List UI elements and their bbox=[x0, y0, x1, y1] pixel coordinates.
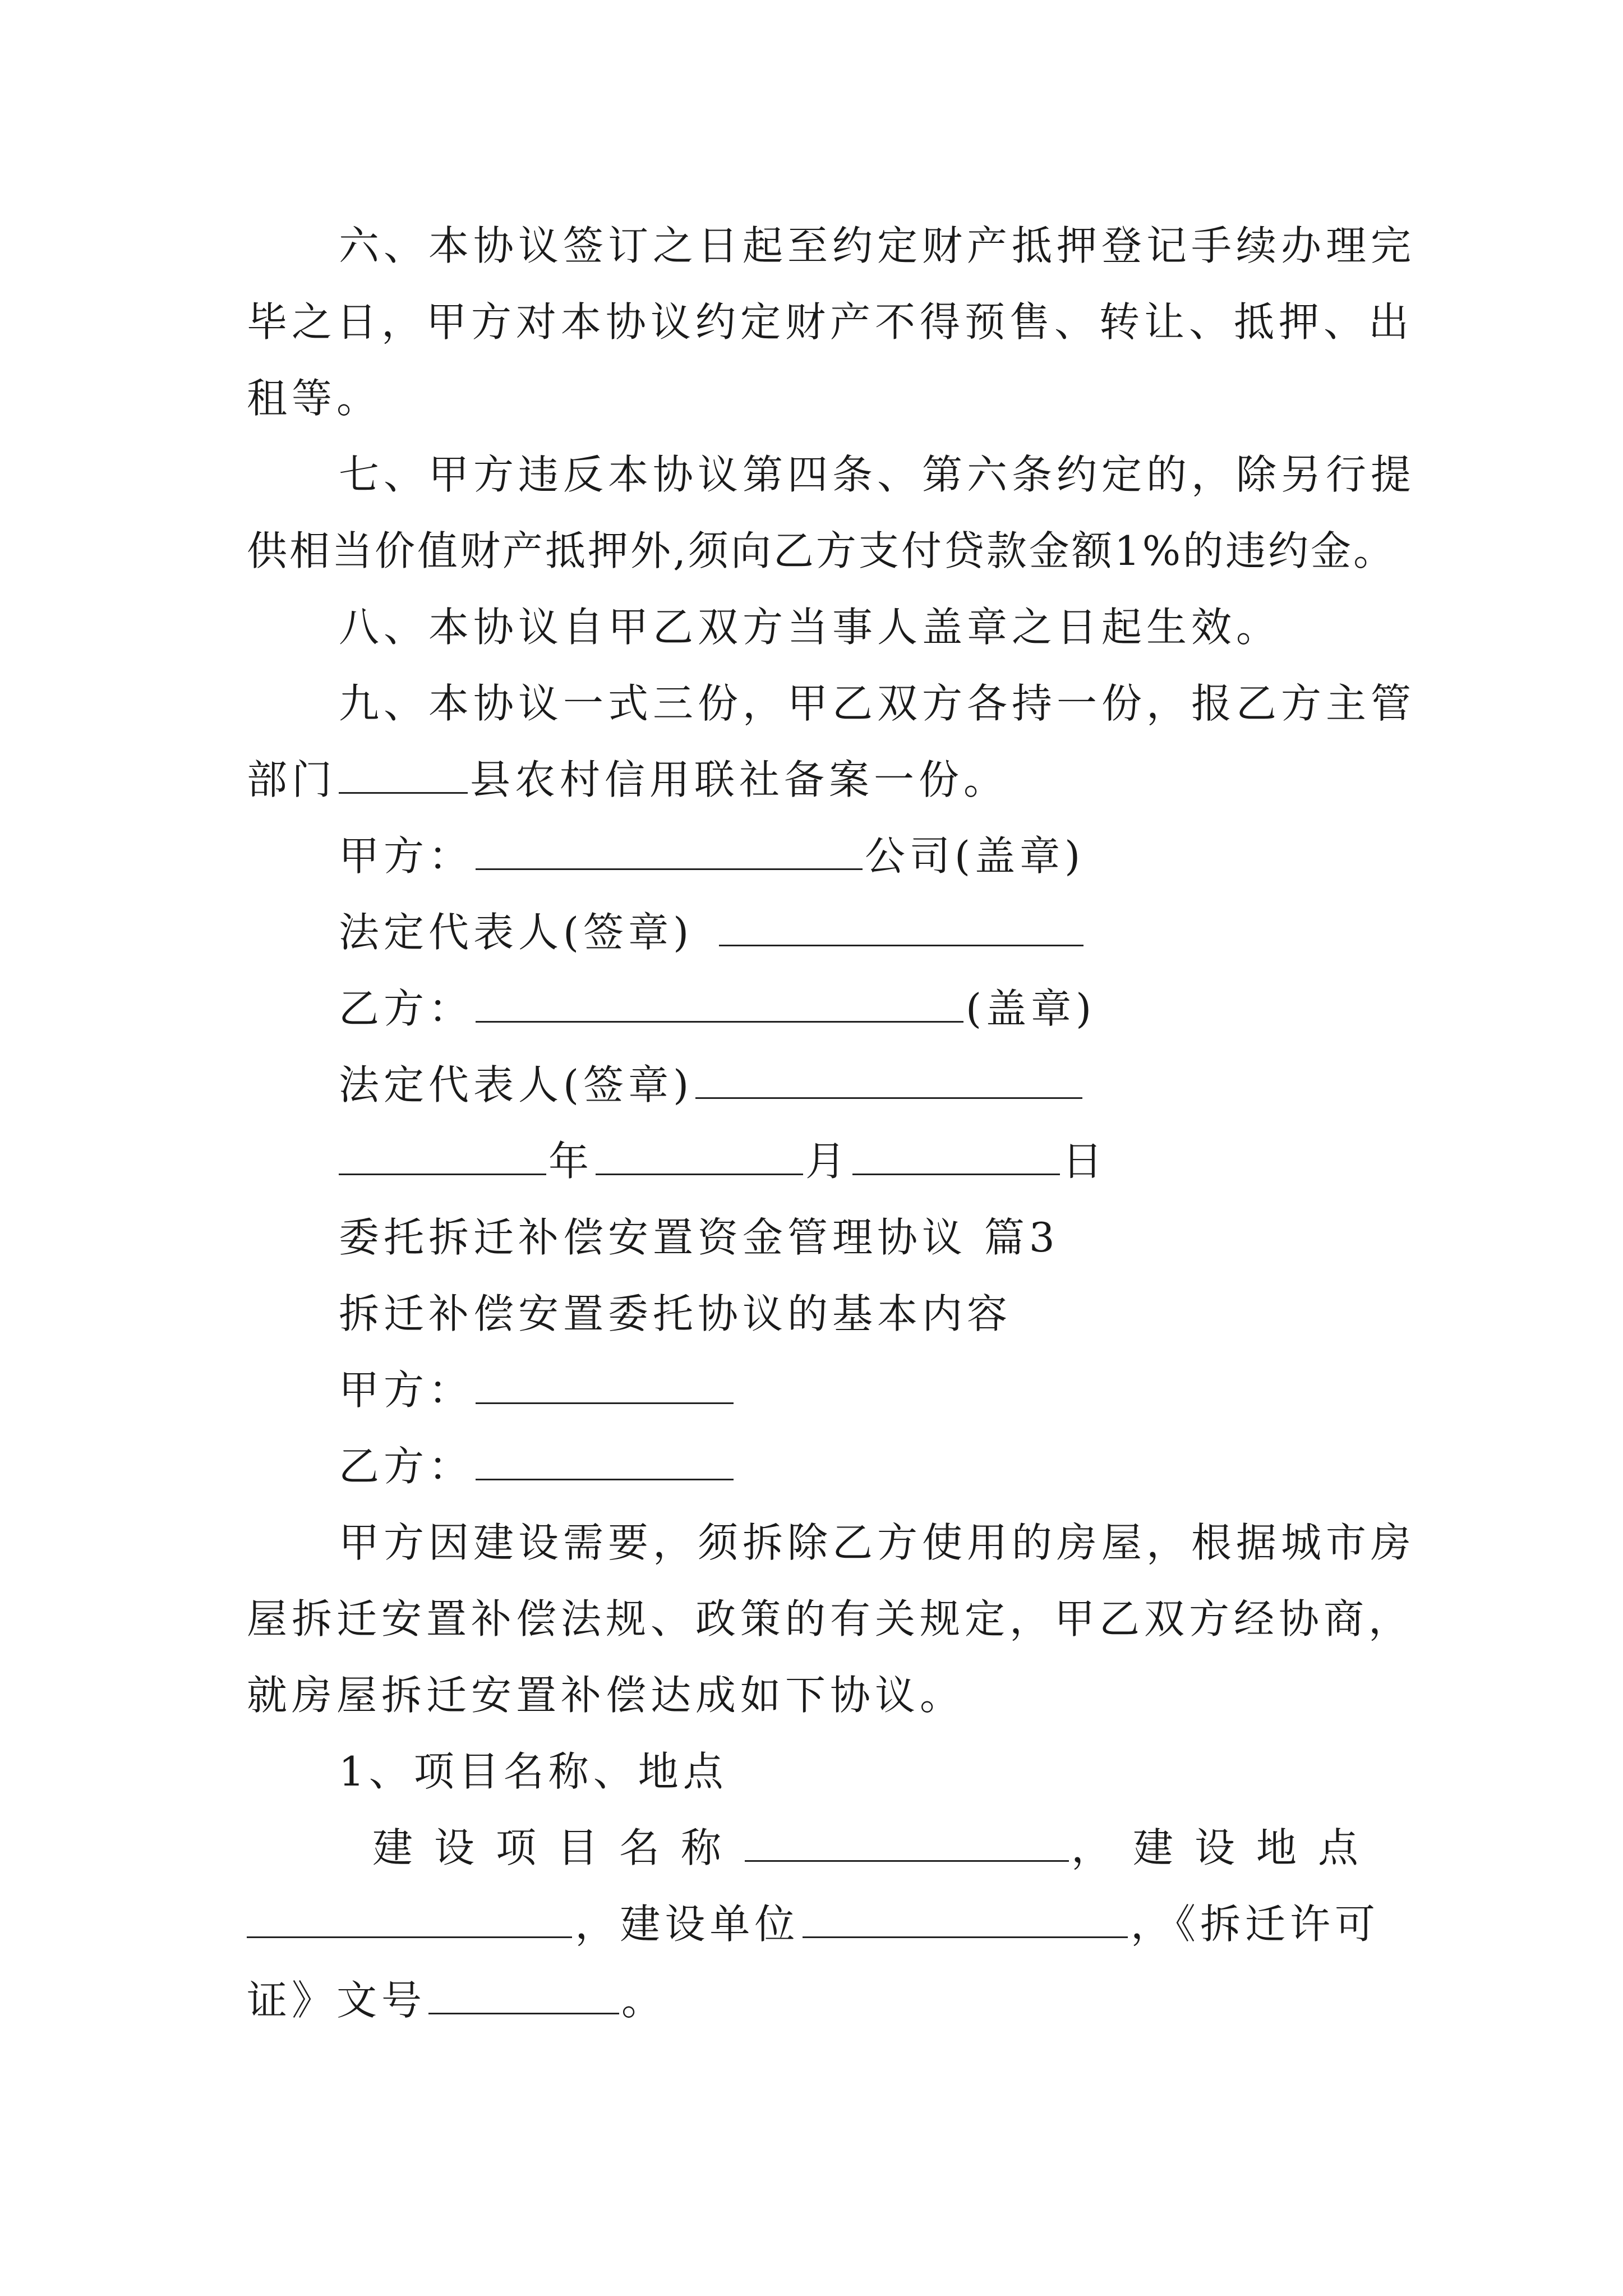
intro-paragraph-line-3: 就房屋拆迁安置补偿达成如下协议。 bbox=[247, 1672, 965, 1719]
period-mark: 。 bbox=[621, 1977, 667, 2024]
section-subtitle: 拆迁补偿安置委托协议的基本内容 bbox=[339, 1290, 1012, 1337]
paragraph-eight: 八、本协议自甲乙双方当事人盖章之日起生效。 bbox=[339, 604, 1281, 651]
legal-rep-label-b: 法定代表人(签章) bbox=[339, 1061, 694, 1108]
party-b-line-2 bbox=[339, 1428, 1380, 1504]
section-title: 委托拆迁补偿安置资金管理协议 篇3 bbox=[339, 1214, 1059, 1261]
intro-paragraph-line-2: 屋拆迁安置补偿法规、政策的有关规定，甲乙双方经协商， bbox=[247, 1595, 1414, 1642]
paragraph-nine-line-1: 九、本协议一式三份，甲乙双方各持一份，报乙方主管 bbox=[339, 680, 1416, 727]
blank-party-a-company[interactable] bbox=[476, 829, 863, 870]
project-name-label: 建设项目名称 bbox=[372, 1824, 743, 1871]
blank-project-name[interactable] bbox=[745, 1821, 1069, 1862]
paragraph-seven-line-2: 供相当价值财产抵押外,须向乙方支付贷款金额1%的违约金。 bbox=[247, 527, 1396, 574]
party-a-rep-line bbox=[339, 894, 1380, 970]
day-label: 日 bbox=[1062, 1138, 1108, 1185]
party-b-label-2: 乙方： bbox=[339, 1443, 474, 1490]
legal-rep-label: 法定代表人(签章) bbox=[339, 909, 694, 956]
blank-party-a-rep[interactable] bbox=[719, 905, 1083, 946]
blank-builder[interactable] bbox=[803, 1897, 1128, 1938]
item-one-heading: 1、项目名称、地点 bbox=[339, 1748, 728, 1795]
seal-label: (盖章) bbox=[966, 985, 1096, 1032]
party-b-label: 乙方： bbox=[339, 985, 474, 1032]
paragraph-nine-line-2 bbox=[247, 742, 1380, 818]
party-a-line-2 bbox=[339, 1352, 1380, 1428]
paragraph-six-line-3: 租等。 bbox=[247, 375, 382, 422]
party-a-label-2: 甲方： bbox=[339, 1366, 474, 1414]
permit-number-label: 证》文号 bbox=[247, 1977, 427, 2024]
text-department: 部门 bbox=[247, 756, 337, 803]
blank-year[interactable] bbox=[339, 1134, 546, 1175]
paragraph-six-line-2: 毕之日，甲方对本协议约定财产不得预售、转让、抵押、出 bbox=[247, 298, 1414, 346]
blank-party-a-2[interactable] bbox=[476, 1363, 734, 1404]
year-label: 年 bbox=[548, 1138, 594, 1185]
blank-party-b-2[interactable] bbox=[476, 1439, 734, 1480]
blank-permit-number[interactable] bbox=[428, 1973, 619, 2014]
party-a-label: 甲方： bbox=[339, 832, 474, 880]
blank-month[interactable] bbox=[596, 1134, 803, 1175]
permit-label: ，《拆迁许可 bbox=[1130, 1901, 1380, 1948]
blank-county[interactable] bbox=[339, 753, 468, 794]
party-a-signature-line bbox=[339, 818, 1380, 894]
party-b-rep-line bbox=[339, 1047, 1380, 1123]
paragraph-six-line-1: 六、本协议签订之日起至约定财产抵押登记手续办理完 bbox=[339, 222, 1416, 269]
company-seal-label: 公司(盖章) bbox=[865, 832, 1085, 880]
blank-construction-site[interactable] bbox=[247, 1897, 572, 1938]
builder-label: ，建设单位 bbox=[575, 1901, 800, 1948]
construction-site-label: ，建设地点 bbox=[1071, 1824, 1380, 1871]
month-label: 月 bbox=[805, 1138, 851, 1185]
builder-line bbox=[247, 1886, 1380, 1962]
blank-party-b-rep[interactable] bbox=[695, 1058, 1082, 1099]
text-county-filing: 县农村信用联社备案一份。 bbox=[470, 756, 1009, 803]
intro-paragraph-line-1: 甲方因建设需要，须拆除乙方使用的房屋，根据城市房 bbox=[339, 1519, 1416, 1566]
date-line bbox=[339, 1123, 1380, 1199]
blank-party-b-name[interactable] bbox=[476, 982, 963, 1023]
blank-day[interactable] bbox=[852, 1134, 1060, 1175]
party-b-signature-line bbox=[339, 970, 1380, 1047]
paragraph-seven-line-1: 七、甲方违反本协议第四条、第六条约定的，除另行提 bbox=[339, 451, 1416, 498]
project-name-line bbox=[339, 1810, 1380, 1886]
permit-number-line bbox=[247, 1962, 1380, 2039]
